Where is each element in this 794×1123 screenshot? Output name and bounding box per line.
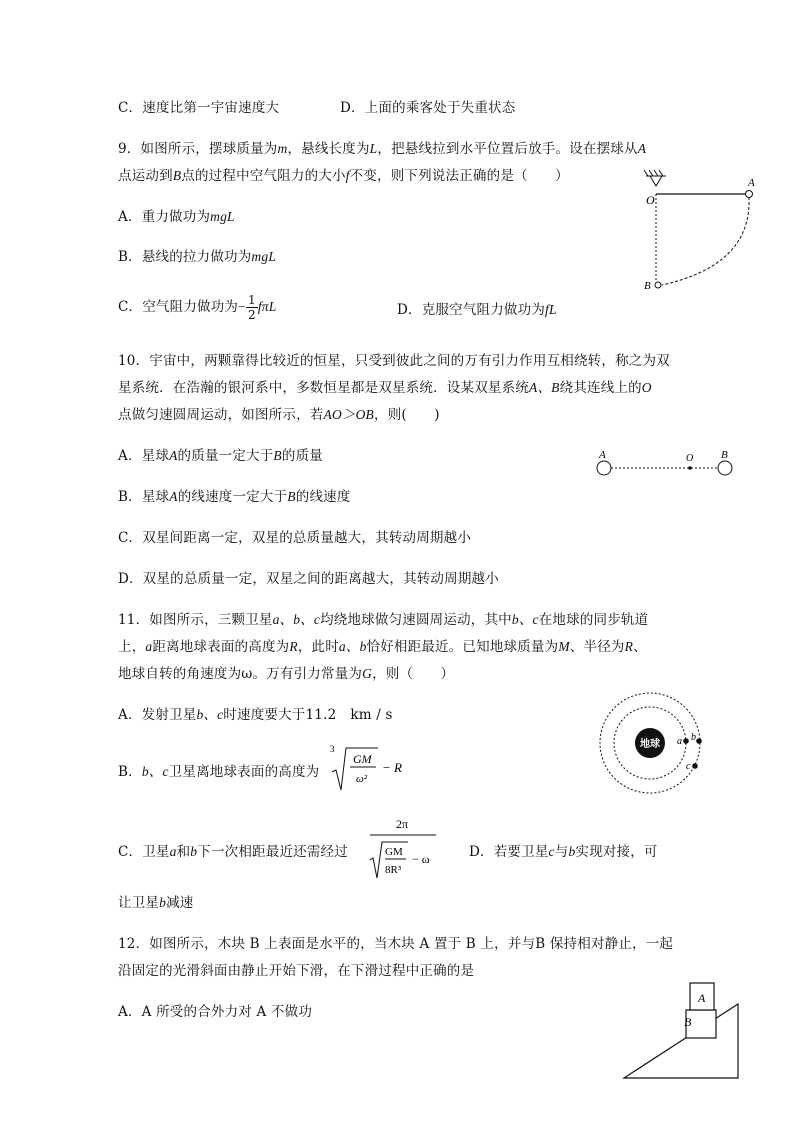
q9-pendulum-figure [640,170,770,295]
q10-option-b: B．星球A的线速度一定大于B的线速度 [118,489,351,505]
q9-option-c: C．空气阻力做功为− $\frac{1}{2}$ fπL [118,293,277,322]
incline [624,1004,738,1078]
q11-option-c-text: C．卫星a和b下一次相距最近还需经过 [118,844,348,860]
label-o: O [686,453,694,464]
ball-b [655,282,661,288]
swing-arc [662,197,749,285]
q11-orbit-figure [598,696,710,792]
q11-line3: 地球自转的角速度为ω。万有引力常量为G，则（ ） [118,666,455,682]
q10-option-a: A．星球A的质量一定大于B的质量 [118,448,323,464]
label-c: c [686,761,691,772]
q10-line1: 10．宇宙中，两颗靠得比较近的恒星，只受到彼此之间的万有引力作用互相绕转，称之为双 [118,353,670,369]
inner-numerator: GM [385,846,403,858]
q8-option-c: C．速度比第一宇宙速度大 [118,100,280,116]
minus-omega: − ω [412,852,430,866]
q9-option-d: D．克服空气阻力做功为fL [397,302,557,318]
q11-period-expression [368,812,440,888]
q12-line1: 12．如图所示，木块 B 上表面是水平的，当木块 A 置于 B 上，并与B 保持相对静止，一起 [118,936,674,952]
q11-option-a: A．发射卫星b、c时速度要大于11.2 km / s [118,707,393,723]
q10-option-d: D．双星的总质量一定，双星之间的距离越大，其转动周期越小 [118,571,499,587]
label-a: A [698,991,706,1005]
q11-option-d: D．若要卫星c与b实现对接，可 [469,844,658,860]
ball-a [746,191,753,198]
q11-option-b-text: B．b、c卫星离地球表面的高度为 [118,764,320,780]
label-a: A [748,177,755,189]
q11-line1: 11．如图所示，三颗卫星a、b、c均绕地球做匀速圆周运动，其中b、c在地球的同步轨道 [118,612,649,628]
q9-fraction: $\frac{1}{2}$ [247,293,256,322]
q12-line2: 沿固定的光滑斜面由静止开始下滑，在下滑过程中正确的是 [118,963,475,979]
q11-option-d-continued: 让卫星b减速 [118,895,194,911]
q9-stem-line2: 点运动到B点的过程中空气阻力的大小f不变，则下列说法正确的是（ ） [118,168,569,184]
star-b [718,461,732,475]
q9-stem-line1: 9．如图所示，摆球质量为m，悬线长度为L，把悬线拉到水平位置后放手。设在摆球从A [118,141,647,157]
label-a: a [677,736,682,747]
earth-label: 地球 [640,739,660,750]
center-o [688,466,692,470]
root-index: 3 [330,744,335,754]
denominator: ω² [356,773,368,785]
label-b: b [691,732,696,743]
q12-incline-figure [620,978,742,1080]
q9-option-a: A．重力做功为mgL [118,209,235,225]
star-a [597,461,611,475]
satellite-a [683,738,689,744]
q10-binary-star-figure [590,450,740,480]
q11-line2: 上，a距离地球表面的高度为R，此时a、b恰好相距最近。已知地球质量为M、半径为R、 [118,639,647,655]
numerator-2pi: 2π [396,817,409,831]
numerator: GM [353,752,372,766]
q12-option-a: A．A 所受的合外力对 A 不做功 [118,1004,313,1020]
q8-option-d: D．上面的乘客处于失重状态 [340,100,516,116]
label-b: B [721,449,728,461]
satellite-c [692,763,698,769]
minus-r: − R [382,760,402,775]
ceiling-hatch [644,170,666,186]
satellite-b [696,738,702,744]
label-a: A [599,449,606,461]
label-b: B [644,280,651,292]
q10-line3: 点做匀速圆周运动，如图所示，若AO＞OB，则( ) [118,407,440,423]
label-b: B [684,1015,692,1029]
q10-line2: 星系统．在浩瀚的银河系中，多数恒星都是双星系统．设某双星系统A、B绕其连线上的O [118,380,652,396]
q11-cube-root-expression [326,742,406,794]
q9-option-b: B．悬线的拉力做功为mgL [118,249,277,265]
inner-denominator: 8R³ [385,864,402,876]
q10-option-c: C．双星间距离一定，双星的总质量越大，其转动周期越小 [118,530,472,546]
label-o: O [646,193,655,207]
